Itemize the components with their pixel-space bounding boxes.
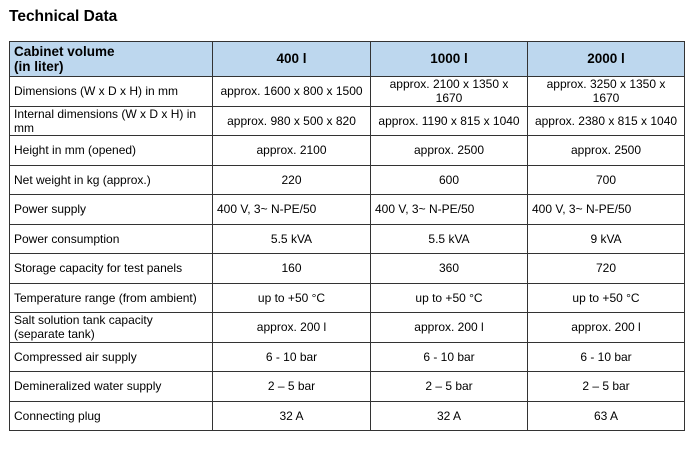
table-row [10, 165, 685, 195]
table-row [10, 313, 685, 343]
technical-data-table [9, 41, 685, 431]
row-label: Height in mm (opened) [10, 136, 213, 166]
cell-value: approx. 2100 [213, 136, 371, 166]
cell-value: 6 - 10 bar [528, 342, 685, 372]
table-row [10, 136, 685, 166]
table-header-row [10, 42, 685, 77]
row-label: Temperature range (from ambient) [10, 283, 213, 313]
cell-value: 160 [213, 254, 371, 284]
cell-value: 360 [371, 254, 528, 284]
header-col-2000: 2000 l [528, 42, 685, 77]
cell-value: 6 - 10 bar [213, 342, 371, 372]
cell-value: 700 [528, 165, 685, 195]
cell-value: 720 [528, 254, 685, 284]
cell-value: 32 A [213, 401, 371, 431]
cell-value: approx. 2500 [528, 136, 685, 166]
cell-value: approx. 2100 x 1350 x 1670 [371, 77, 528, 107]
page-title: Technical Data [9, 8, 118, 25]
cell-value: 220 [213, 165, 371, 195]
cell-value: 2 – 5 bar [528, 372, 685, 402]
cell-value: approx. 200 l [213, 313, 371, 343]
row-label: Connecting plug [10, 401, 213, 431]
table-row [10, 342, 685, 372]
cell-value: approx. 200 l [371, 313, 528, 343]
cell-value: 2 – 5 bar [371, 372, 528, 402]
cell-value: up to +50 °C [371, 283, 528, 313]
cell-value: 600 [371, 165, 528, 195]
cell-value: approx. 980 x 500 x 820 [213, 106, 371, 136]
cell-value: 32 A [371, 401, 528, 431]
cell-value: 5.5 kVA [213, 224, 371, 254]
row-label: Power supply [10, 195, 213, 225]
cell-value: 6 - 10 bar [371, 342, 528, 372]
table-row [10, 372, 685, 402]
row-label: Storage capacity for test panels [10, 254, 213, 284]
header-cabinet-volume: Cabinet volume (in liter) [10, 42, 213, 77]
cell-value: 9 kVA [528, 224, 685, 254]
cell-value: up to +50 °C [213, 283, 371, 313]
cell-value: approx. 1190 x 815 x 1040 [371, 106, 528, 136]
cell-value: 400 V, 3~ N-PE/50 [213, 195, 371, 225]
table-row [10, 401, 685, 431]
cell-value: approx. 1600 x 800 x 1500 [213, 77, 371, 107]
table-row [10, 195, 685, 225]
cell-value: 2 – 5 bar [213, 372, 371, 402]
table-row [10, 77, 685, 107]
cell-value: approx. 3250 x 1350 x 1670 [528, 77, 685, 107]
table-row [10, 254, 685, 284]
cell-value: approx. 200 l [528, 313, 685, 343]
cell-value: 63 A [528, 401, 685, 431]
table-row [10, 106, 685, 136]
cell-value: 400 V, 3~ N-PE/50 [528, 195, 685, 225]
row-label: Power consumption [10, 224, 213, 254]
row-label: Demineralized water supply [10, 372, 213, 402]
row-label: Net weight in kg (approx.) [10, 165, 213, 195]
cell-value: approx. 2500 [371, 136, 528, 166]
header-col-400: 400 l [213, 42, 371, 77]
header-col-1000: 1000 l [371, 42, 528, 77]
table-row [10, 283, 685, 313]
table-row [10, 224, 685, 254]
row-label: Compressed air supply [10, 342, 213, 372]
cell-value: 400 V, 3~ N-PE/50 [371, 195, 528, 225]
cell-value: 5.5 kVA [371, 224, 528, 254]
row-label: Internal dimensions (W x D x H) in mm [10, 106, 213, 136]
cell-value: up to +50 °C [528, 283, 685, 313]
row-label: Salt solution tank capacity (separate tank) [10, 313, 213, 343]
cell-value: approx. 2380 x 815 x 1040 [528, 106, 685, 136]
row-label: Dimensions (W x D x H) in mm [10, 77, 213, 107]
